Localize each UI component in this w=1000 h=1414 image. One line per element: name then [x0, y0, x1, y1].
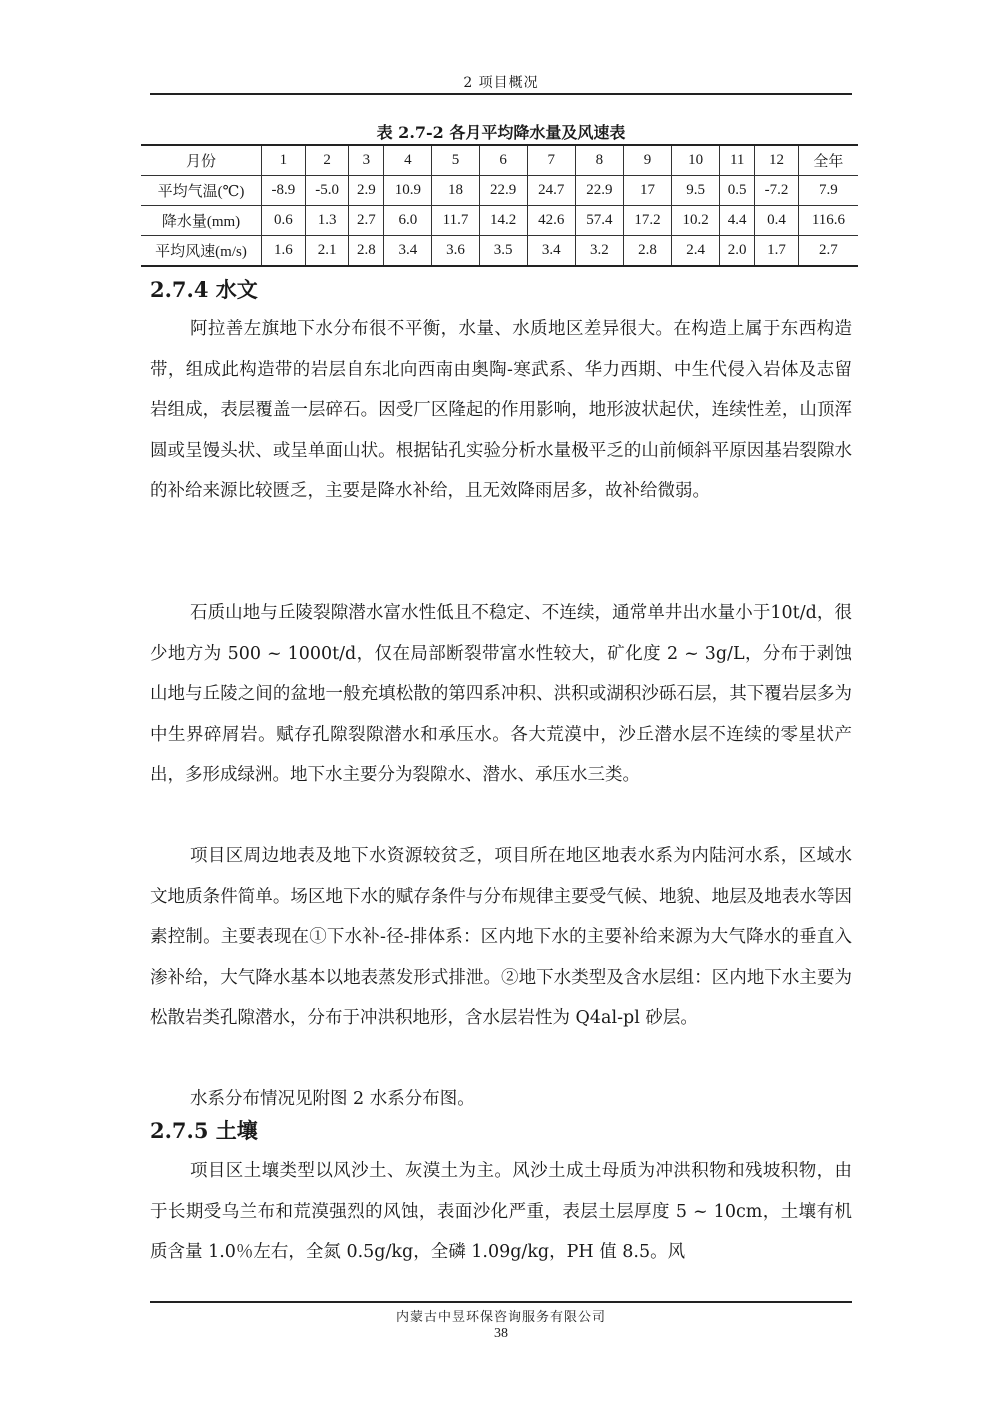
header-rule [150, 93, 852, 95]
table-cell: 17.2 [623, 206, 671, 236]
table-row [141, 206, 858, 236]
table-cell: 9 [623, 145, 671, 176]
table-cell: 全年 [798, 145, 858, 176]
table-cell: 3 [349, 145, 384, 176]
table-cell: 22.9 [479, 176, 527, 206]
table-cell: 57.4 [575, 206, 623, 236]
table-cell: 3.2 [575, 236, 623, 267]
table-cell: 2 [305, 145, 349, 176]
table-cell: 2.0 [720, 236, 755, 267]
table-cell: 42.6 [527, 206, 575, 236]
table-cell: 10.9 [384, 176, 432, 206]
table-cell: 2.4 [672, 236, 720, 267]
table-cell: 3.5 [479, 236, 527, 267]
table-cell: 6.0 [384, 206, 432, 236]
table-cell: 2.1 [305, 236, 349, 267]
table-cell: 4.4 [720, 206, 755, 236]
table-cell: -5.0 [305, 176, 349, 206]
table-cell: 3.4 [527, 236, 575, 267]
table-cell: 10 [672, 145, 720, 176]
table-cell: 2.7 [798, 236, 858, 267]
paragraph-hydrology-2: 石质山地与丘陵裂隙潜水富水性低且不稳定、不连续，通常单井出水量小于10t/d，很少地方为 500 ~ 1000t/d，仅在局部断裂带富水性较大，矿化度 2 ~ 3g/L，分布于剥蚀山地与丘陵之间的盆地一般充填松散的第四系冲积、洪积或湖积沙砾石层，其下覆岩层多为中生界碎屑岩。赋存孔隙裂隙潜水和承压水。各大荒漠中，沙丘潜水层不连续的零星状产出，多形成绿洲。地下水主要分为裂隙水、潜水、承压水三类。 [150, 603, 852, 785]
table-cell: 2.9 [349, 176, 384, 206]
table-cell: 0.5 [720, 176, 755, 206]
paragraph-soil-1: 项目区土壤类型以风沙土、灰漠土为主。风沙土成土母质为冲洪积物和残坡积物，由于长期受乌兰布和荒漠强烈的风蚀，表面沙化严重，表层土层厚度 5 ~ 10cm，土壤有机质含量 1.0％左右，全氮 0.5g/kg，全磷 1.09g/kg，PH 值 8.5。风 [150, 1161, 852, 1262]
footer-company: 内蒙古中昱环保咨询服务有限公司 [395, 1310, 606, 1325]
table-cell: 12 [755, 145, 799, 176]
page-number: 38 [494, 1326, 508, 1341]
table-cell: 0.6 [262, 206, 306, 236]
table-cell: 17 [623, 176, 671, 206]
page-header: 2 项目概况 [463, 75, 539, 91]
table-cell: 1 [262, 145, 306, 176]
table-cell: 6 [479, 145, 527, 176]
table-cell: 5 [432, 145, 479, 176]
table-row [141, 236, 858, 267]
table-cell: 22.9 [575, 176, 623, 206]
paragraph-hydrology-4: 水系分布情况见附图 2 水系分布图。 [190, 1089, 475, 1109]
table-row-label: 平均风速(m/s) [141, 236, 262, 267]
table-cell: 2.8 [623, 236, 671, 267]
table-cell: 2.7 [349, 206, 384, 236]
section-heading-hydrology: 2.7.4 水文 [150, 277, 258, 302]
climate-table [141, 144, 858, 267]
table-row-label: 降水量(mm) [141, 206, 262, 236]
table-cell: -7.2 [755, 176, 799, 206]
table-cell: 24.7 [527, 176, 575, 206]
table-header-row [141, 145, 858, 176]
paragraph-hydrology-3: 项目区周边地表及地下水资源较贫乏，项目所在地区地表水系为内陆河水系，区域水文地质条件简单。场区地下水的赋存条件与分布规律主要受气候、地貌、地层及地表水等因素控制。主要表现在①下水补-径-排体系：区内地下水的主要补给来源为大气降水的垂直入渗补给，大气降水基本以地表蒸发形式排泄。②地下水类型及含水层组：区内地下水主要为松散岩类孔隙潜水，分布于冲洪积地形，含水层岩性为 Q4al-pl 砂层。 [150, 846, 852, 1028]
table-row-label: 平均气温(℃) [141, 176, 262, 206]
table-cell: 9.5 [672, 176, 720, 206]
footer-rule [150, 1301, 852, 1303]
table-cell: 8 [575, 145, 623, 176]
table-cell: 3.4 [384, 236, 432, 267]
table-cell: 11 [720, 145, 755, 176]
table-cell: 1.6 [262, 236, 306, 267]
table-cell: 1.3 [305, 206, 349, 236]
table-cell: 0.4 [755, 206, 799, 236]
table-cell: 10.2 [672, 206, 720, 236]
section-heading-soil: 2.7.5 土壤 [150, 1118, 258, 1143]
table-cell: 14.2 [479, 206, 527, 236]
table-cell: -8.9 [262, 176, 306, 206]
table-cell: 4 [384, 145, 432, 176]
table-cell: 7 [527, 145, 575, 176]
table-cell: 1.7 [755, 236, 799, 267]
table-cell: 11.7 [432, 206, 479, 236]
paragraph-hydrology-1: 阿拉善左旗地下水分布很不平衡，水量、水质地区差异很大。在构造上属于东西构造带，组成此构造带的岩层自东北向西南由奥陶-寒武系、华力西期、中生代侵入岩体及志留岩组成，表层覆盖一层碎石。因受厂区隆起的作用影响，地形波状起伏，连续性差，山顶浑圆或呈馒头状、或呈单面山状。根据钻孔实验分析水量极平乏的山前倾斜平原因基岩裂隙水的补给来源比较匮乏，主要是降水补给，且无效降雨居多，故补给微弱。 [150, 319, 852, 501]
table-cell: 116.6 [798, 206, 858, 236]
table-cell: 7.9 [798, 176, 858, 206]
table-cell: 3.6 [432, 236, 479, 267]
table-cell: 18 [432, 176, 479, 206]
table-row-label: 月份 [141, 145, 262, 176]
table-row [141, 176, 858, 206]
table-cell: 2.8 [349, 236, 384, 267]
table-caption: 表 2.7-2 各月平均降水量及风速表 [376, 123, 626, 142]
